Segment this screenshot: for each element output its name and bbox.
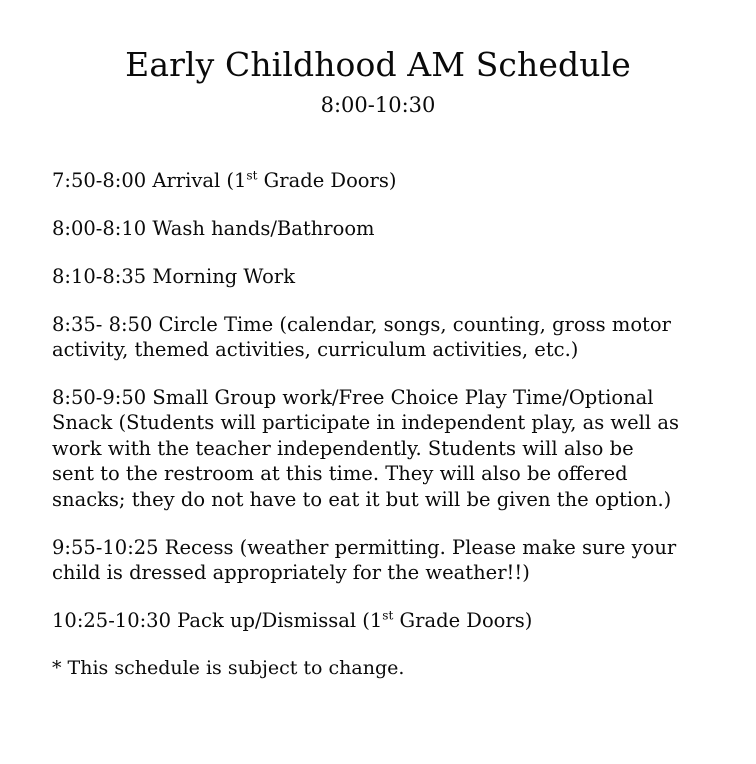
schedule-entry-wash-hands: 8:00-8:10 Wash hands/Bathroom (52, 216, 375, 240)
schedule-entry-small-group: 8:50-9:50 Small Group work/Free Choice Play Time/Optional Snack (Students will participate in independent play, as well as work with the teacher independently. Students will also be sent to the restroom at this time. They will also be offered snacks; they do not have to eat it but will be given the option.) (52, 386, 679, 511)
ordinal-suffix: st (246, 168, 258, 183)
schedule-entry-text-prefix: 10:25-10:30 Pack up/Dismissal (1 (52, 608, 383, 632)
schedule-entry-recess: 9:55-10:25 Recess (weather permitting. Please make sure your child is dressed appropriately for the weather!!) (52, 535, 677, 584)
schedule-list (52, 168, 680, 681)
schedule-footnote: * This schedule is subject to change. (52, 656, 405, 679)
schedule-entry-circle-time: 8:35- 8:50 Circle Time (calendar, songs, counting, gross motor activity, themed activities, curriculum activities, etc.) (52, 312, 671, 362)
schedule-entry-arrival (52, 168, 680, 193)
schedule-entry-text-prefix: 7:50-8:00 Arrival (1 (52, 169, 247, 192)
schedule-entry-morning-work: 8:10-8:35 Morning Work (52, 264, 296, 288)
page-title: Early Childhood AM Schedule (125, 45, 631, 84)
schedule-entry-text-suffix: Grade Doors) (257, 169, 397, 192)
schedule-entry-pack-up (52, 608, 680, 633)
page-subtitle: 8:00-10:30 (320, 93, 436, 117)
ordinal-suffix: st (382, 608, 394, 623)
schedule-entry-text-suffix: Grade Doors) (393, 608, 533, 632)
document-header (0, 0, 756, 120)
